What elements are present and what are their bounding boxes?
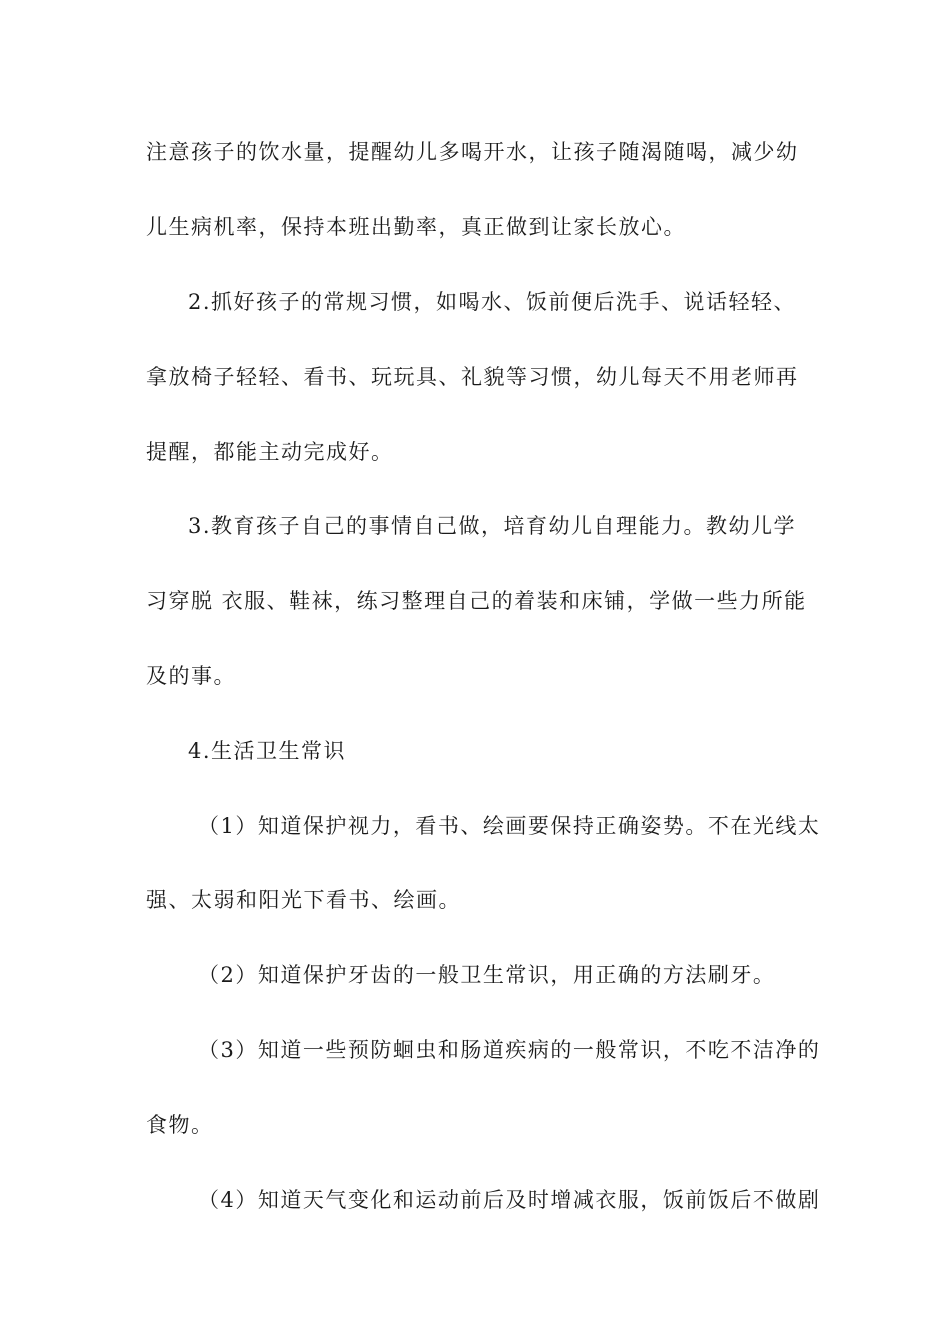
paragraph-line: 拿放椅子轻轻、看书、玩玩具、礼貌等习惯，幼儿每天不用老师再 (146, 365, 799, 389)
paragraph-line: 习穿脱 衣服、鞋袜，练习整理自己的着装和床铺，学做一些力所能 (146, 589, 807, 613)
paragraph-line: （1）知道保护视力，看书、绘画要保持正确姿势。不在光线太 (198, 814, 821, 838)
paragraph-line: 强、太弱和阳光下看书、绘画。 (146, 888, 461, 912)
paragraph-line: 注意孩子的饮水量，提醒幼儿多喝开水，让孩子随渴随喝，减少幼 (146, 140, 799, 164)
paragraph-line: 儿生病机率，保持本班出勤率，真正做到让家长放心。 (146, 215, 686, 239)
paragraph-line: （3）知道一些预防蛔虫和肠道疾病的一般常识，不吃不洁净的 (198, 1038, 821, 1062)
section-heading: 4.生活卫生常识 (188, 739, 347, 763)
paragraph-line: 2.抓好孩子的常规习惯，如喝水、饭前便后洗手、说话轻轻、 (188, 290, 797, 314)
paragraph-line: （2）知道保护牙齿的一般卫生常识，用正确的方法刷牙。 (198, 963, 776, 987)
paragraph-line: 食物。 (146, 1113, 214, 1137)
paragraph-line: 3.教育孩子自己的事情自己做，培育幼儿自理能力。教幼儿学 (188, 514, 797, 538)
paragraph-line: 提醒，都能主动完成好。 (146, 440, 394, 464)
paragraph-line: 及的事。 (146, 664, 236, 688)
paragraph-line: （4）知道天气变化和运动前后及时增减衣服，饭前饭后不做剧 (198, 1188, 821, 1212)
